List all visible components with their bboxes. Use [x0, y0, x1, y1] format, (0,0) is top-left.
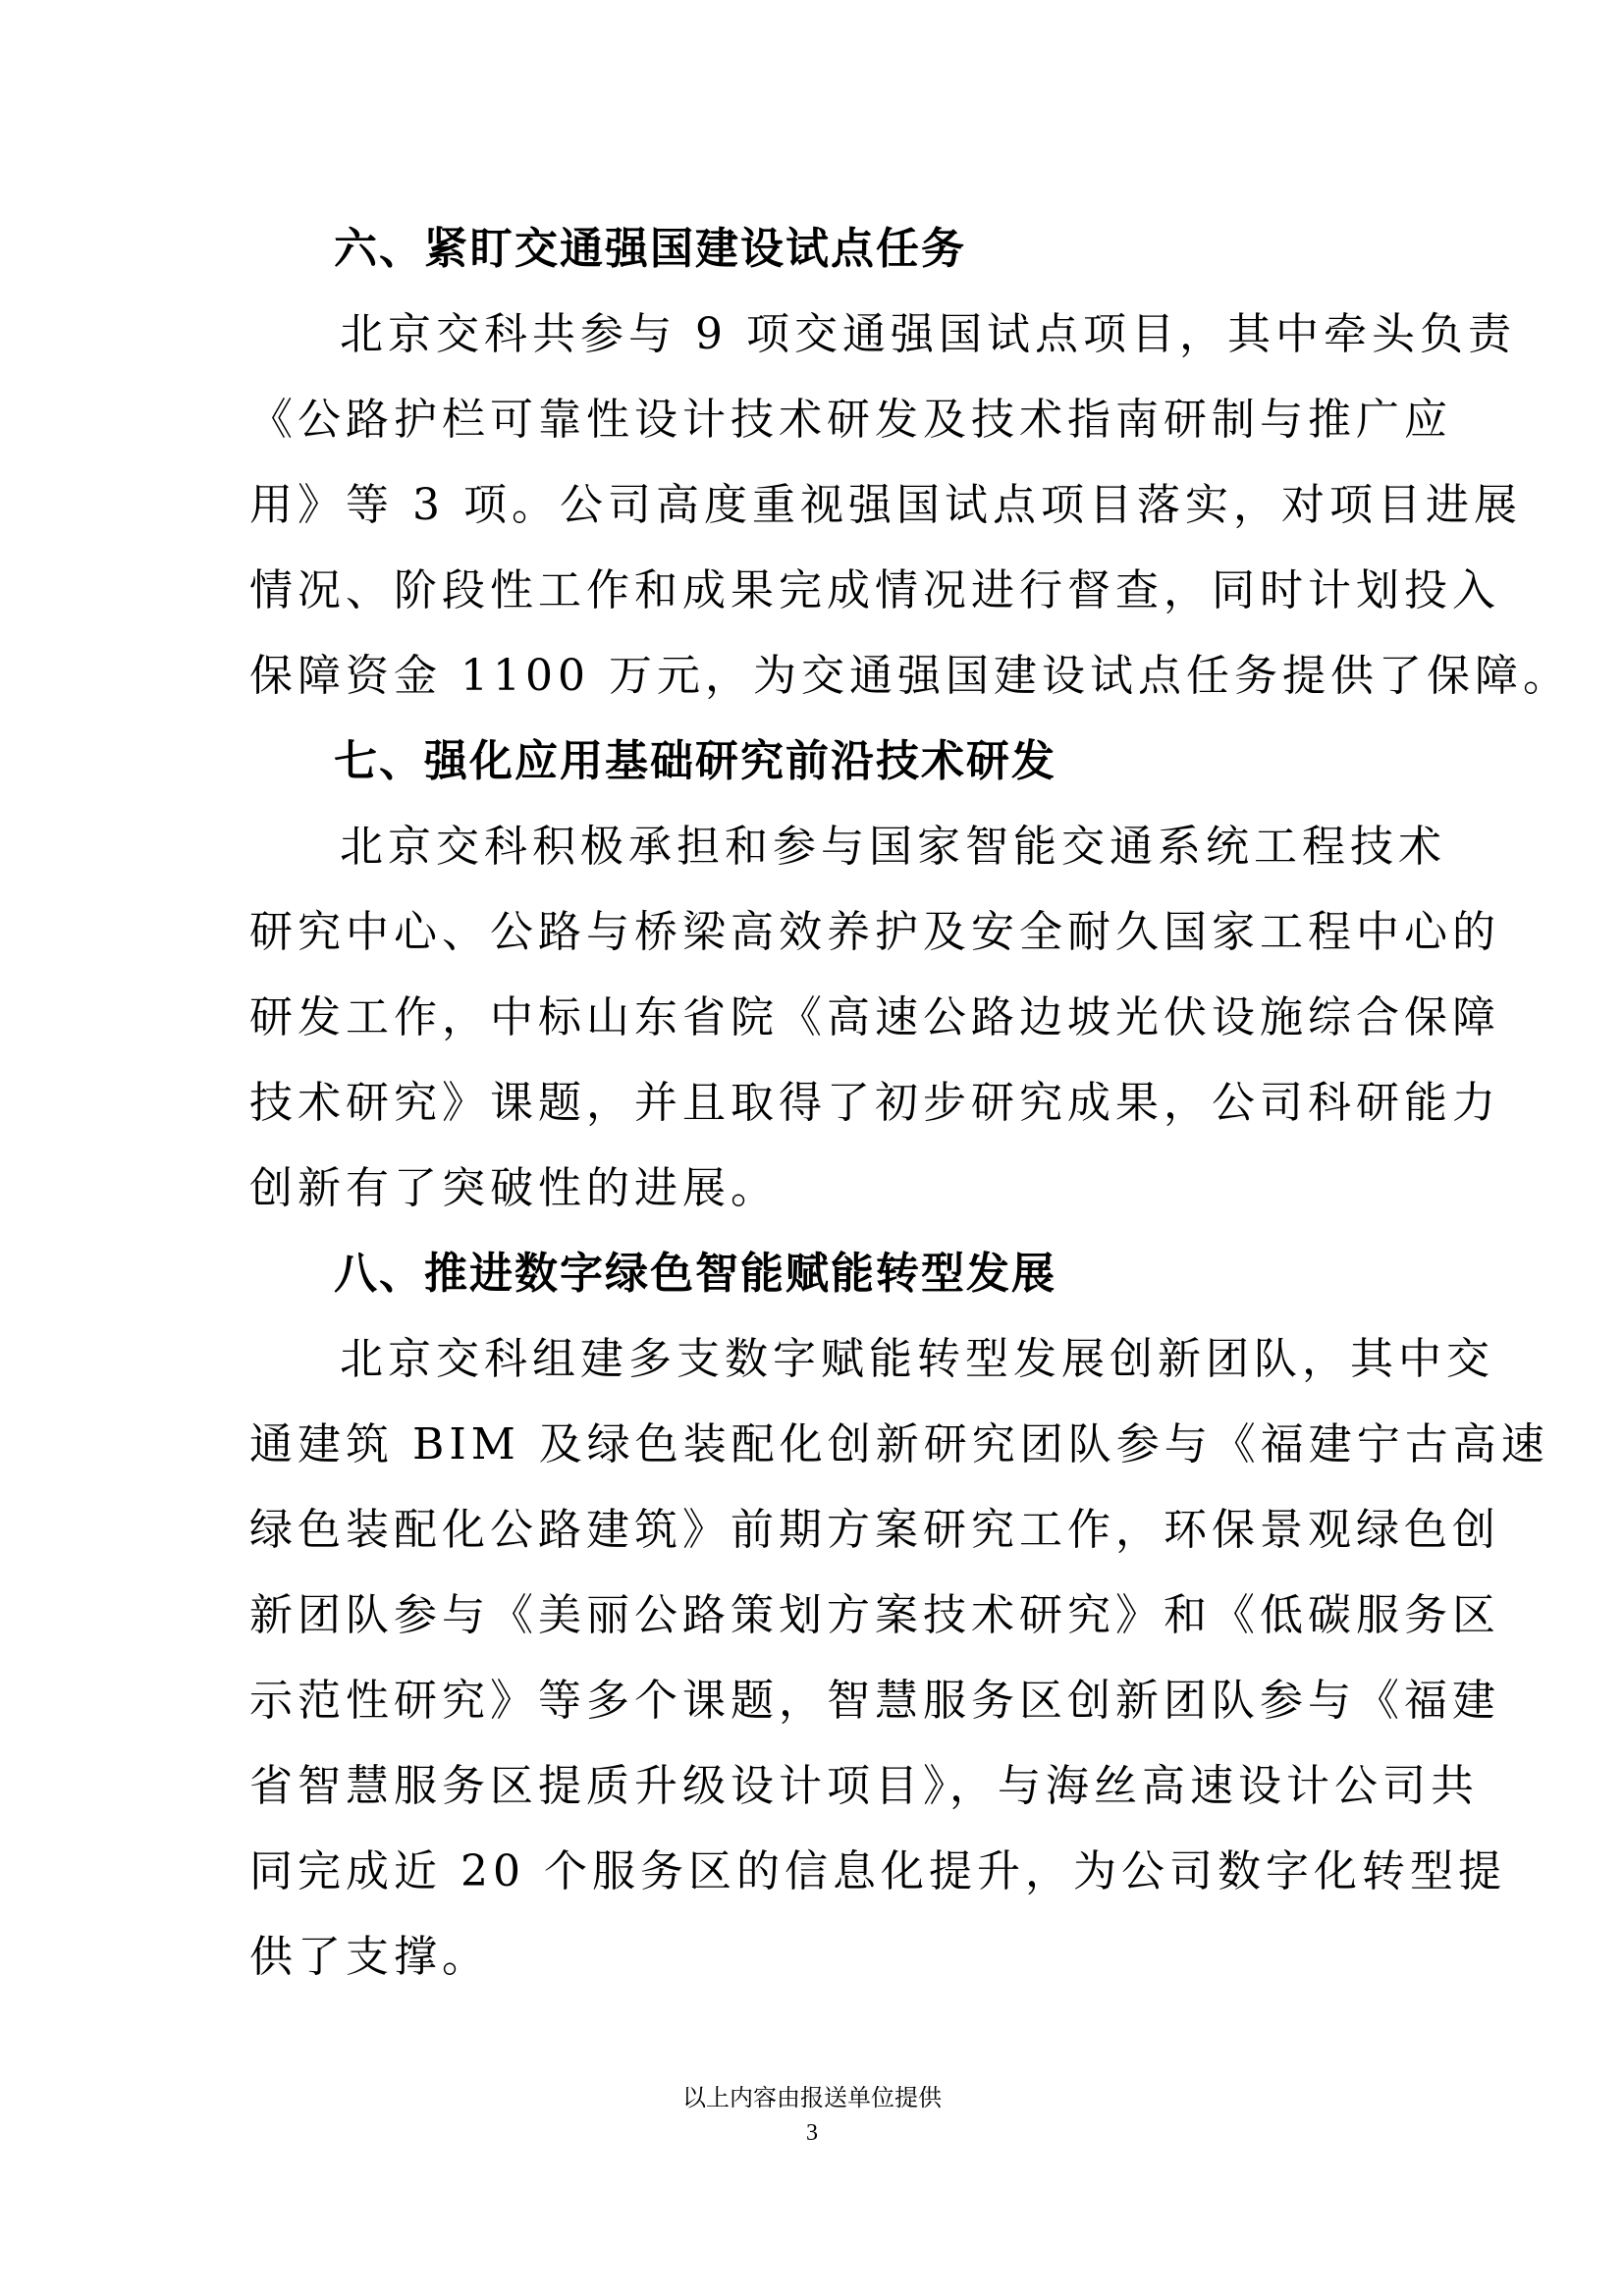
paragraph-line: 新团队参与《美丽公路策划方案技术研究》和《低碳服务区: [249, 1590, 1500, 1640]
paragraph-line: 技术研究》课题，并且取得了初步研究成果，公司科研能力: [249, 1078, 1500, 1128]
paragraph-line: 省智慧服务区提质升级设计项目》，与海丝高速设计公司共: [249, 1761, 1479, 1811]
section-paragraph: [249, 292, 1571, 719]
paragraph-line: 同完成近 20 个服务区的信息化提升，为公司数字化转型提: [249, 1846, 1506, 1896]
paragraph-line: 保障资金 1100 万元，为交通强国建设试点任务提供了保障。: [249, 651, 1571, 701]
paragraph-line: 研发工作，中标山东省院《高速公路边坡光伏设施综合保障: [249, 992, 1500, 1042]
source-note: 以上内容由报送单位提供: [682, 2084, 942, 2111]
section-heading: 八、推进数字绿色智能赋能转型发展: [334, 1249, 1056, 1299]
section-paragraph: [249, 1316, 1549, 2000]
section-heading: 七、强化应用基础研究前沿技术研发: [334, 736, 1056, 786]
paragraph-line: 创新有了突破性的进展。: [249, 1163, 779, 1213]
paragraph-line: 绿色装配化公路建筑》前期方案研究工作，环保景观绿色创: [249, 1505, 1500, 1555]
paragraph-line: 北京交科积极承担和参与国家智能交通系统工程技术: [340, 822, 1446, 872]
page-number: 3: [806, 2120, 818, 2146]
paragraph-line: 用》等 3 项。公司高度重视强国试点项目落实，对项目进展: [249, 480, 1522, 530]
paragraph-line: 示范性研究》等多个课题，智慧服务区创新团队参与《福建: [249, 1676, 1500, 1726]
paragraph-line: 供了支撑。: [249, 1932, 490, 1982]
document-body: [249, 206, 1571, 2000]
section-heading: 六、紧盯交通强国建设试点任务: [334, 224, 966, 274]
section-paragraph: [249, 804, 1500, 1231]
paragraph-line: 北京交科组建多支数字赋能转型发展创新团队，其中交: [340, 1334, 1494, 1384]
paragraph-line: 《公路护栏可靠性设计技术研发及技术指南研制与推广应: [249, 395, 1452, 445]
paragraph-line: 情况、阶段性工作和成果完成情况进行督查，同时计划投入: [249, 565, 1500, 615]
paragraph-line: 北京交科共参与 9 项交通强国试点项目，其中牵头负责: [340, 309, 1516, 359]
paragraph-line: 通建筑 BIM 及绿色装配化创新研究团队参与《福建宁古高速: [249, 1419, 1549, 1469]
paragraph-line: 研究中心、公路与桥梁高效养护及安全耐久国家工程中心的: [249, 907, 1500, 957]
